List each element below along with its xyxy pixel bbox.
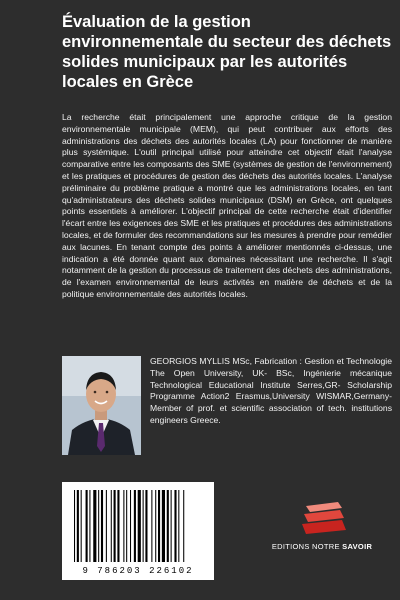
publisher-logo xyxy=(262,498,382,558)
barcode-number: 9 786203 226102 xyxy=(82,566,194,576)
publisher-name: EDITIONS NOTRE SAVOIR xyxy=(271,542,373,551)
author-bio: GEORGIOS MYLLIS MSc, Fabrication : Gestion et Technologie The Open University, UK- BSc, Ingénierie mécanique Technological Educational Institute Serres,GR- Scholarship Programme Action2 Erasmus,University WISMAR,Germany- Member of prof. et scientific association of tech. institutions engineers Greece. xyxy=(150,356,392,425)
author-photo xyxy=(62,356,141,455)
book-description: La recherche était principalement une approche critique de la gestion environnementale municipale (MEM), qui peut contribuer aux efforts des administrations des déchets des autorités locales (LA) pour fonctionner de manière plus systémique. L'outil principal utilisé pour atteindre cet objectif était l'analyse comparative entre les composants des SME (systèmes de gestion de l'environnement) et les pratiques et procédures de gestion des déchets des autorités locales. L'analyse préliminaire du problème pratique a montré que les administrations locales, en tant qu'administrateurs des déchets solides municipaux (DSM) en Grèce, ont quelques points essentiels à améliorer. L'objectif principal de cette recherche était d'identifier l'écart entre les exigences des SME et les pratiques et procédures des administrations locales, et de formuler des recommandations sur les mesures à prendre pour remédier aux lacunes. En tenant compte des points à améliorer mentionnés ci-dessus, une indication a été donnée quant aux domaines nécessitant une recherche. Il s'agit notamment de la gestion du processus de traitement des déchets des administrations, de l'examen environnemental de leurs activités en matière de déchets et de la politique environnementale des autorités locales. xyxy=(62,112,392,299)
book-title: Évaluation de la gestion environnementale du secteur des déchets solides municipaux par les autorités locales en Grèce xyxy=(62,13,392,91)
isbn-barcode xyxy=(62,482,214,580)
author-portrait-image xyxy=(62,356,141,455)
book-stack-icon xyxy=(262,498,382,540)
